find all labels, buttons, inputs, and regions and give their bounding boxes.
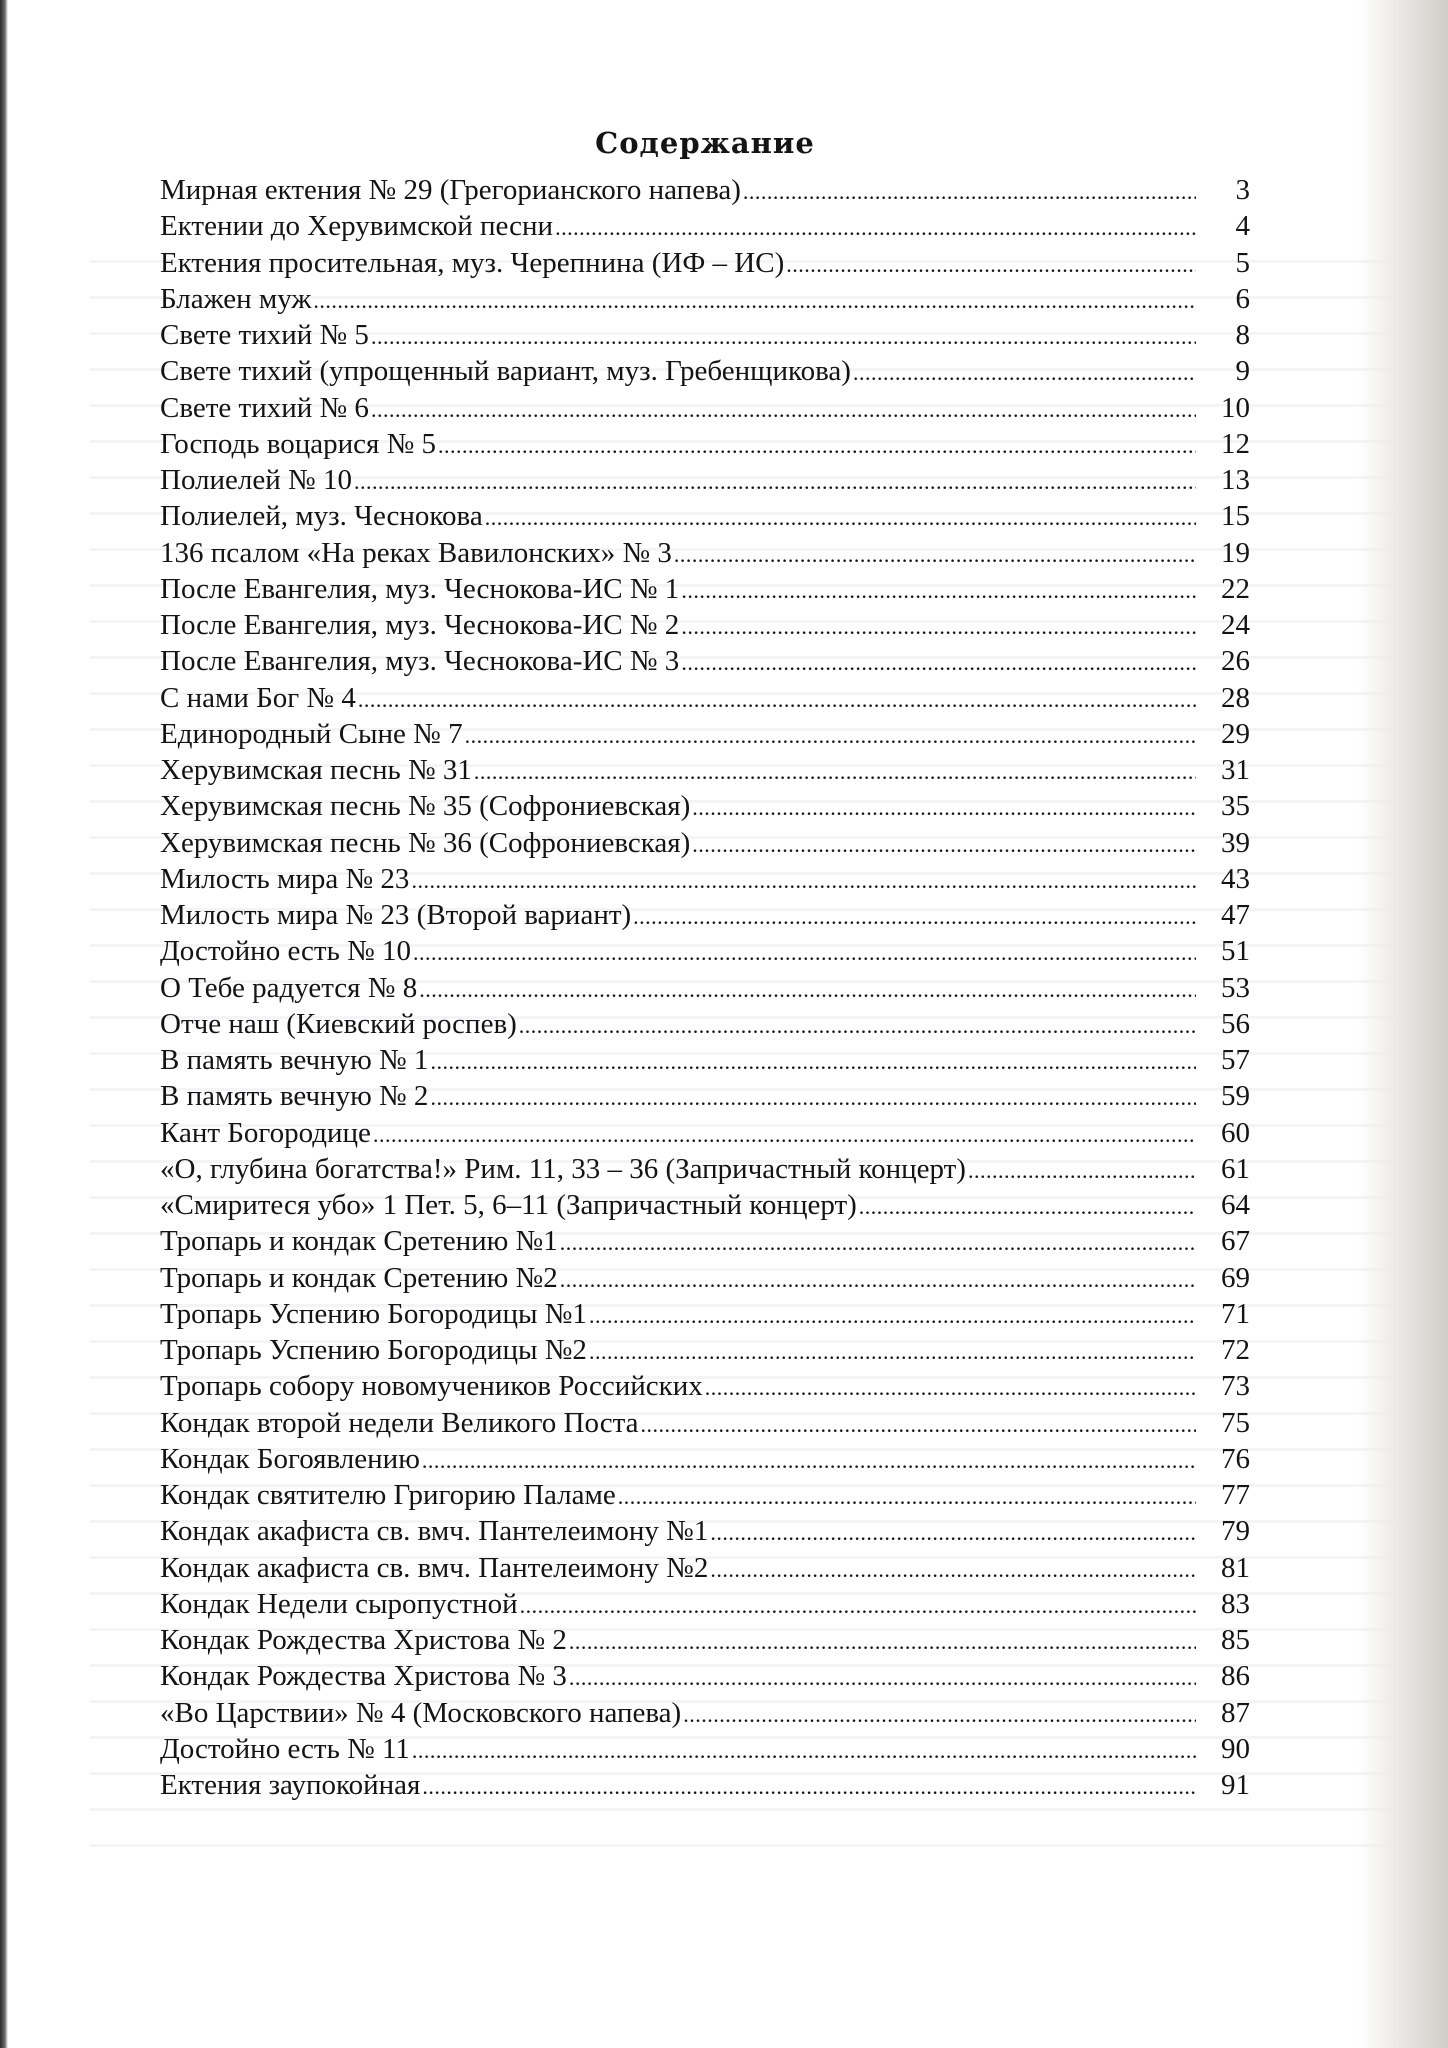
scan-edge-right [1358,0,1448,2048]
toc-entry [160,1586,1250,1622]
toc-dot-leader [430,1080,1196,1116]
toc-entry-title: Кондак Рождества Христова № 3 [160,1660,567,1693]
toc-entry [160,1042,1250,1078]
toc-dot-leader [430,1044,1196,1080]
toc-entry [160,1223,1250,1259]
toc-entry-title: Кант Богородице [160,1116,371,1149]
toc-entry [160,1622,1250,1658]
toc-entry [160,1260,1250,1296]
toc-entry [160,1368,1250,1404]
toc-entry-page-number: 8 [1235,319,1250,351]
toc-dot-leader [474,754,1196,790]
toc-entry-page-number: 15 [1221,500,1250,533]
toc-dot-leader [859,1189,1196,1225]
toc-entry [160,752,1250,788]
toc-entry [160,825,1250,861]
toc-entry-page-number: 22 [1221,572,1250,605]
toc-entry-page-number: 31 [1221,754,1250,786]
toc-entry [160,716,1250,752]
toc-entry [160,1332,1250,1368]
toc-entry [160,571,1250,607]
toc-dot-leader [681,573,1196,609]
toc-entry-title: Тропарь Успению Богородицы №2 [160,1334,587,1366]
toc-entry-page-number: 56 [1221,1007,1250,1040]
toc-entry [160,643,1250,679]
toc-entry-page-number: 53 [1221,971,1250,1004]
toc-entry-page-number: 87 [1221,1696,1250,1729]
toc-dot-leader [560,1225,1196,1261]
toc-entry [160,1006,1250,1042]
toc-entry-page-number: 10 [1221,391,1250,424]
toc-entry-title: Тропарь и кондак Сретению №1 [160,1225,558,1258]
toc-entry-page-number: 39 [1221,826,1250,859]
toc-entry-page-number: 29 [1221,717,1250,750]
toc-dot-leader [692,827,1196,863]
toc-dot-leader [438,428,1196,464]
toc-dot-leader [692,790,1196,826]
toc-entry-page-number: 47 [1221,899,1250,931]
toc-entry-page-number: 64 [1221,1189,1250,1221]
toc-entry-title: Свете тихий № 6 [160,391,369,424]
toc-entry [160,1405,1250,1441]
toc-entry-page-number: 60 [1221,1116,1250,1149]
toc-entry-page-number: 75 [1221,1406,1250,1439]
toc-dot-leader [465,718,1196,754]
toc-entry [160,607,1250,643]
toc-entry [160,172,1250,208]
toc-entry-page-number: 59 [1221,1080,1250,1113]
toc-dot-leader [413,935,1196,971]
toc-entry-page-number: 90 [1221,1732,1250,1765]
toc-entry [160,680,1250,716]
toc-entry-page-number: 3 [1235,174,1250,206]
toc-entry-title: «Во Царствии» № 4 (Московского напева) [160,1696,682,1729]
toc-entry [160,1078,1250,1114]
toc-entry [160,1658,1250,1694]
toc-dot-leader [412,1733,1196,1769]
toc-entry-title: Единородный Сыне № 7 [160,717,463,750]
toc-entry [160,861,1250,897]
page-title: Содержание [595,126,815,160]
toc-entry-title: Достойно есть № 10 [160,935,411,968]
toc-entry-title: Кондак второй недели Великого Поста [160,1406,639,1439]
toc-entry-page-number: 91 [1221,1769,1250,1801]
toc-entry-page-number: 19 [1221,536,1250,569]
toc-entry [160,281,1250,317]
toc-entry-title: Кондак акафиста св. вмч. Пантелеимону №2 [160,1551,709,1584]
toc-entry-title: С нами Бог № 4 [160,681,356,714]
toc-entry-title: Господь воцарися № 5 [160,427,437,460]
toc-entry-title: Свете тихий № 5 [160,319,369,351]
toc-entry [160,317,1250,353]
toc-dot-leader [569,1660,1196,1696]
toc-entry-page-number: 26 [1221,645,1250,678]
toc-entry [160,788,1250,824]
toc-entry-page-number: 4 [1235,210,1250,243]
toc-dot-leader [640,1407,1196,1443]
toc-dot-leader [520,1588,1196,1624]
toc-dot-leader [705,1370,1196,1406]
toc-entry-page-number: 28 [1221,681,1250,714]
toc-dot-leader [422,1769,1196,1805]
toc-entry [160,426,1250,462]
toc-entry [160,933,1250,969]
toc-entry-title: После Евангелия, муз. Чеснокова-ИС № 3 [160,645,680,678]
toc-entry [160,498,1250,534]
toc-dot-leader [681,609,1196,645]
toc-entry-page-number: 81 [1221,1551,1250,1584]
toc-dot-leader [358,682,1196,718]
toc-dot-leader [555,210,1196,246]
toc-dot-leader [710,1552,1196,1588]
toc-entry-title: Кондак святителю Григорию Паламе [160,1479,616,1511]
toc-entry-title: Достойно есть № 11 [160,1732,410,1765]
toc-entry-page-number: 69 [1221,1261,1250,1294]
toc-entry-title: Кондак акафиста св. вмч. Пантелеимону №1 [160,1515,709,1548]
toc-entry-title: Свете тихий (упрощенный вариант, муз. Гребенщикова) [160,355,851,388]
toc-dot-leader [569,1624,1196,1660]
toc-entry-title: 136 псалом «На реках Вавилонских» № 3 [160,536,672,569]
toc-entry-page-number: 12 [1221,427,1250,460]
toc-entry-title: Тропарь собору новомучеников Российских [160,1370,703,1403]
toc-entry [160,1296,1250,1332]
toc-entry-title: После Евангелия, муз. Чеснокова-ИС № 2 [160,609,680,641]
toc-entry-title: Милость мира № 23 [160,862,410,895]
toc-entry-page-number: 71 [1221,1297,1250,1330]
toc-dot-leader [373,1117,1196,1153]
toc-entry-page-number: 72 [1221,1334,1250,1366]
toc-dot-leader [411,863,1196,899]
toc-entry-page-number: 9 [1235,355,1250,388]
toc-entry-title: Отче наш (Киевский роспев) [160,1007,517,1040]
toc-entry [160,390,1250,426]
toc-dot-leader [354,464,1196,500]
toc-entry-page-number: 76 [1221,1442,1250,1475]
toc-dot-leader [313,283,1196,319]
toc-dot-leader [371,319,1196,355]
toc-entry [160,1513,1250,1549]
toc-entry-page-number: 57 [1221,1044,1250,1076]
toc-dot-leader [519,1008,1196,1044]
toc-entry [160,897,1250,933]
toc-entry [160,1695,1250,1731]
toc-entry [160,1441,1250,1477]
toc-entry-title: Кондак Богоявлению [160,1442,420,1475]
toc-dot-leader [485,500,1196,536]
toc-dot-leader [422,1443,1196,1479]
toc-entry-title: «О, глубина богатства!» Рим. 11, 33 – 36 (Запричастный концерт) [160,1152,966,1185]
toc-entry [160,1731,1250,1767]
toc-entry-page-number: 35 [1221,790,1250,823]
toc-entry-title: Блажен муж [160,282,312,315]
toc-dot-leader [681,645,1196,681]
toc-entry-page-number: 51 [1221,935,1250,968]
toc-entry [160,1477,1250,1513]
toc-entry-title: О Тебе радуется № 8 [160,971,418,1004]
toc-entry-page-number: 67 [1221,1225,1250,1258]
toc-entry-page-number: 61 [1221,1152,1250,1185]
toc-entry-page-number: 13 [1221,464,1250,496]
toc-entry-title: Кондак Недели сыропустной [160,1587,518,1620]
toc-entry [160,1151,1250,1187]
toc-entry-title: «Смиритеся убо» 1 Пет. 5, 6–11 (Запричастный концерт) [160,1189,857,1221]
toc-entry [160,1550,1250,1586]
toc-entry-title: В память вечную № 1 [160,1044,429,1076]
toc-entry [160,1187,1250,1223]
toc-entry-page-number: 73 [1221,1370,1250,1403]
toc-dot-leader [743,174,1196,210]
toc-dot-leader [853,355,1196,391]
toc-entry-title: Полиелей № 10 [160,464,352,496]
toc-dot-leader [968,1153,1196,1189]
toc-dot-leader [633,899,1196,935]
toc-entry-title: Тропарь Успению Богородицы №1 [160,1297,587,1330]
toc-entry-title: После Евангелия, муз. Чеснокова-ИС № 1 [160,572,680,605]
toc-entry-page-number: 6 [1235,282,1250,315]
toc-entry-title: Херувимская песнь № 35 (Софрониевская) [160,790,691,823]
toc-entry-title: В память вечную № 2 [160,1080,429,1113]
toc-entry [160,535,1250,571]
toc-entry [160,245,1250,281]
toc-entry-title: Ектения заупокойная [160,1769,421,1801]
toc-entry-title: Милость мира № 23 (Второй вариант) [160,899,632,931]
toc-entry-title: Мирная ектения № 29 (Грегорианского напева) [160,174,741,206]
toc-entry-title: Кондак Рождества Христова № 2 [160,1624,567,1656]
toc-entry-page-number: 83 [1221,1587,1250,1620]
toc-dot-leader [674,537,1196,573]
toc-dot-leader [786,247,1196,283]
toc-entry-title: Херувимская песнь № 31 [160,754,472,786]
contents-page [160,122,1250,1803]
toc-entry [160,208,1250,244]
toc-entry-title: Полиелей, муз. Чеснокова [160,500,483,533]
toc-dot-leader [710,1515,1196,1551]
toc-entry-title: Ектения просительная, муз. Черепнина (ИФ – ИС) [160,246,785,279]
toc-dot-leader [560,1262,1196,1298]
toc-entry [160,462,1250,498]
toc-entry-page-number: 43 [1221,862,1250,895]
table-of-contents [160,172,1250,1803]
toc-entry-title: Ектении до Херувимской песни [160,210,554,243]
toc-entry-page-number: 77 [1221,1479,1250,1511]
toc-entry-title: Тропарь и кондак Сретению №2 [160,1261,558,1294]
toc-dot-leader [589,1334,1196,1370]
toc-dot-leader [618,1479,1196,1515]
scan-edge-left [0,0,8,2048]
toc-entry-title: Херувимская песнь № 36 (Софрониевская) [160,826,691,859]
toc-entry [160,353,1250,389]
toc-dot-leader [683,1697,1196,1733]
toc-entry-page-number: 85 [1221,1624,1250,1656]
toc-entry-page-number: 24 [1221,609,1250,641]
toc-entry-page-number: 5 [1235,246,1250,279]
toc-entry [160,1767,1250,1803]
toc-dot-leader [589,1298,1196,1334]
toc-dot-leader [371,392,1196,428]
toc-entry [160,970,1250,1006]
toc-entry-page-number: 86 [1221,1660,1250,1693]
toc-entry-page-number: 79 [1221,1515,1250,1548]
toc-entry [160,1115,1250,1151]
toc-dot-leader [419,972,1196,1008]
